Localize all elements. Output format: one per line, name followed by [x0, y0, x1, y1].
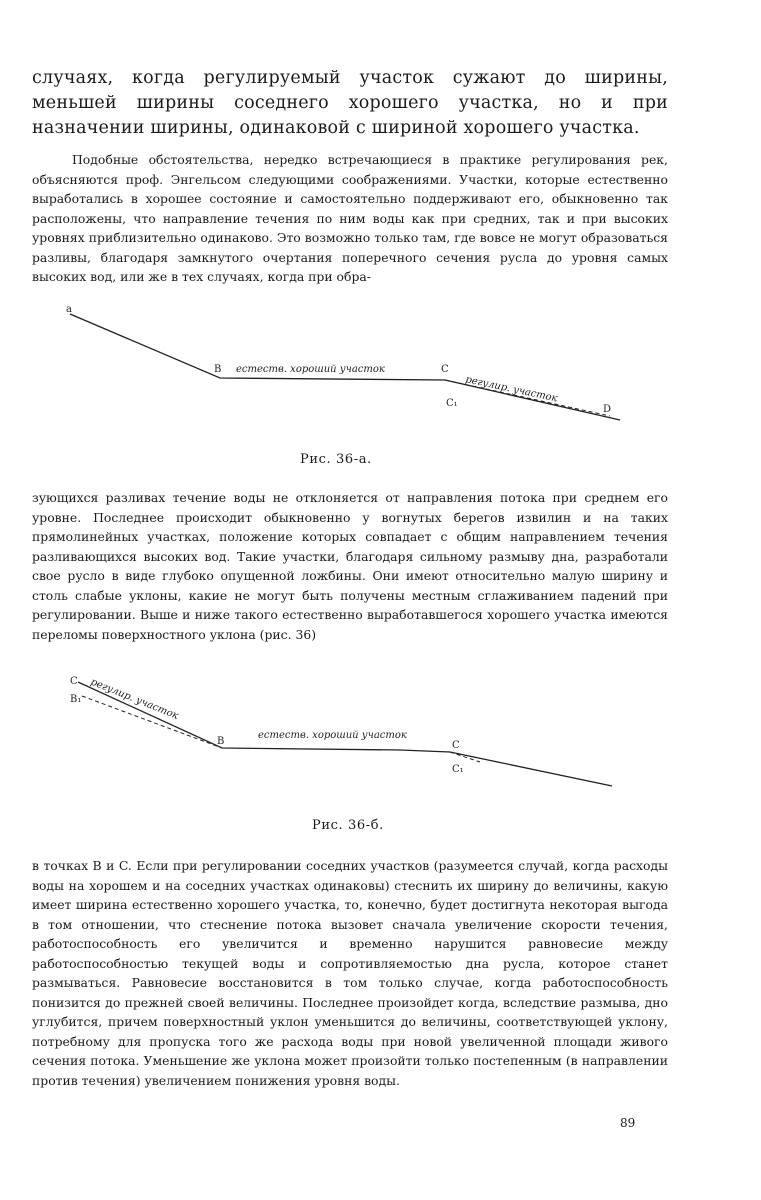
label-natural-good-reach: естеств. хороший участок — [258, 730, 407, 741]
paragraph-narrowing: в точках B и C. Если при регулировании соседних участков (разумеется случай, когда расходы воды на хорошем и на соседних участках одинаковы) стеснить их ширину до величины, какую имеет ширина естественно хорошего участка, то, конечно, будет достигнута некоторая выгода в том отношении, что стеснение потока вызовет сначала увеличение скорости течения, работоспособность его увеличится и временно нарушится равновесие между работоспособностью текущей воды и сопротивляемостью дна русла, которое станет размываться. Равновесие восстановится в том только случае, когда работоспособность понизится до прежней своей величины. Последнее произойдет когда, вследствие размыва, дно углубится, причем поверхностный уклон уменьшится до величины, соответствующей уклону, потребному для пропуска того же расхода воды при новой увеличенной площади живого сечения потока. Уменьшение же уклона может произойти только постепенным (в направлении против течения) увеличением понижения уровня воды. — [32, 858, 668, 1088]
figure-36a-caption: Рис. 36-а. — [300, 452, 372, 467]
figure-36a — [0, 300, 761, 440]
point-c-upstream: C — [70, 676, 78, 687]
paragraph-continuation: случаях, когда регулируемый участок сужают до ширины, меньшей ширины соседнего хорошего участка, но и при назначении ширины, одинаковой с шириной хорошего участка. — [32, 68, 668, 138]
page-number: 89 — [620, 1116, 636, 1130]
point-c: C — [441, 364, 449, 375]
paragraph-engels: Подобные обстоятельства, нередко встречающиеся в практике регулирования рек, объясняются проф. Энгельсом следующими соображениями. Участки, которые естественно выработались в хорошее состояние и самостоятельно поддерживают его, обыкновенно так расположены, что направление течения по ним воды как при средних, так и при высоких уровнях приблизительно одинаково. Это возможно только там, где вовсе не могут образоваться разливы, благодаря замкнутого очертания поперечного сечения русла до уровня самых высоких вод, или же в тех случаях, когда при обра- — [32, 152, 668, 284]
label-natural-good-reach: естеств. хороший участок — [236, 364, 385, 375]
label-regulated-reach: регулир. участок — [88, 676, 180, 722]
figure-36b-diagram — [0, 670, 761, 800]
figure-36a-diagram — [0, 300, 761, 440]
point-b1: B₁ — [70, 694, 82, 705]
label-regulated-reach: регулир. участок — [464, 374, 559, 405]
point-b: B — [214, 364, 222, 375]
paragraph-reaches: зующихся разливах течение воды не отклоняется от направления потока при среднем его уровне. Последнее происходит обыкновенно у вогнутых берегов извилин и на таких прямолинейных участках, положение которых совпадает с общим направлением течения разливающихся высоких вод. Такие участки, благодаря сильному размыву дна, разработали свое русло в виде глубоко опущенной ложбины. Они имеют относительно малую ширину и столь слабые уклоны, какие не могут быть получены местным сглаживанием падений при регулировании. Выше и ниже такого естественно выработавшегося хорошего участка имеются переломы поверхностного уклона (рис. 36) — [32, 490, 668, 642]
figure-36b — [0, 670, 761, 800]
figure-36b-caption: Рис. 36-б. — [312, 818, 384, 833]
point-a: a — [66, 304, 72, 315]
point-d: D — [603, 404, 612, 415]
point-c1: C₁ — [452, 764, 464, 775]
point-b: B — [217, 736, 225, 747]
point-c1: C₁ — [446, 398, 458, 409]
point-c: C — [452, 740, 460, 751]
